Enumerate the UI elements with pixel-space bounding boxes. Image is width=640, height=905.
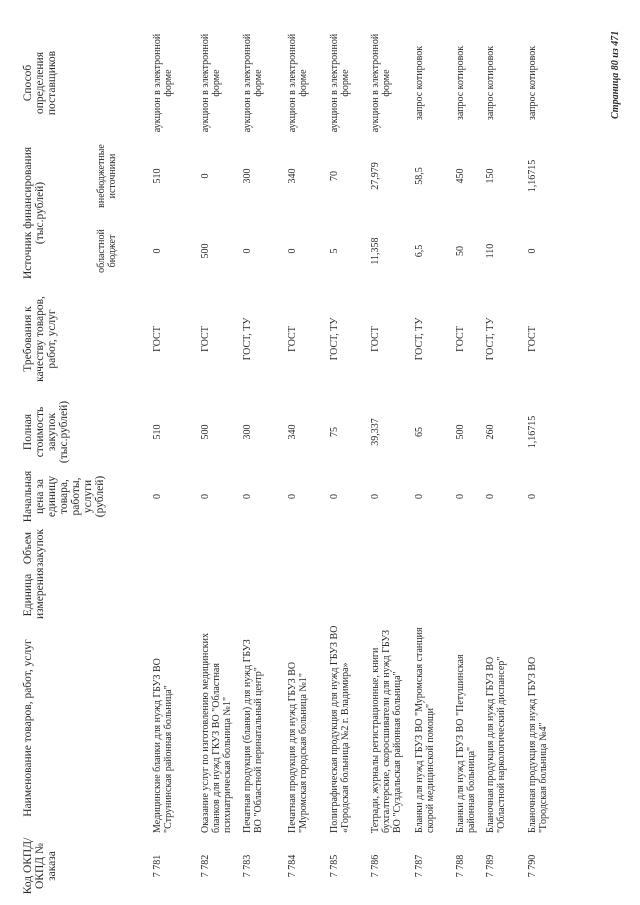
row-regional: 6,5 [414,244,425,258]
row-method: аукцион в электронной форме [200,33,222,133]
header-name: Наименование товаров, работ, услуг [22,639,34,817]
row-full-cost: 340 [287,424,298,440]
row-offbudget: 0 [200,173,211,179]
row-number: 7 784 [287,854,298,878]
header-quality: Требования к качеству товаров, работ, услуг [22,296,58,382]
row-method: аукцион в электронной форме [242,33,264,133]
row-method: аукцион в электронной форме [152,33,174,133]
row-regional: 0 [527,248,538,254]
row-full-cost: 500 [200,424,211,440]
header-offbudget: внебюджетные источники [96,144,118,208]
row-name: Бланки для нужд ГБУЗ ВО "Петушинская районная больница" [455,654,477,833]
row-name: Печатная продукция (бланки) для нужд ГБУЗ ВО "Областной перинатальный центр" [242,639,264,833]
row-offbudget: 150 [485,168,496,184]
header-method: Способ определения поставщиков [22,50,58,116]
row-number: 7 789 [485,854,496,878]
row-quality: ГОСТ [527,326,538,352]
row-start-price: 0 [485,494,496,499]
row-number: 7 785 [329,854,340,878]
page-number-note: Страница 80 из 471 [610,30,621,119]
row-full-cost: 300 [242,424,253,440]
row-number: 7 782 [200,854,211,878]
row-method: запрос котировок [485,45,496,121]
row-name: Бланочная продукция для нужд ГБУЗ ВО "Городская больница №4" [527,656,549,833]
row-offbudget: 27,979 [370,162,381,190]
row-regional: 110 [485,243,496,259]
row-offbudget: 300 [242,168,253,184]
row-quality: ГОСТ, ТУ [242,317,253,361]
row-method: аукцион в электронной форме [329,33,351,133]
row-regional: 11,358 [370,237,381,265]
row-full-cost: 500 [455,424,466,440]
row-regional: 0 [152,248,163,254]
row-full-cost: 65 [414,427,425,437]
row-number: 7 781 [152,854,163,878]
row-name: Полиграфическая продукция для нужд ГБУЗ ВО «Городская больница №2 г. Владимира» [329,625,351,833]
row-method: аукцион в электронной форме [287,33,309,133]
row-start-price: 0 [152,494,163,499]
row-number: 7 783 [242,854,253,878]
row-full-cost: 510 [152,424,163,440]
row-name: Оказание услуг по изготовлению медицинских бланков для нужд ГКУЗ ВО "Областная психиатрическая больница №1" [200,632,233,833]
row-offbudget: 450 [455,168,466,184]
header-code: Код ОКПД/ ОКПД № заказа [22,837,58,895]
row-regional: 0 [287,248,298,254]
row-quality: ГОСТ, ТУ [485,317,496,361]
row-number: 7 788 [455,854,466,878]
row-start-price: 0 [242,494,253,499]
row-offbudget: 58,5 [414,167,425,185]
row-start-price: 0 [414,494,425,499]
header-financing: Источник финансирования (тыс.рублей) [22,146,46,280]
row-start-price: 0 [329,494,340,499]
row-full-cost: 1,16715 [527,415,538,449]
row-number: 7 790 [527,854,538,878]
row-name: Печатная продукция для нужд ГБУЗ ВО "Муромская городская больница №1" [287,661,309,833]
row-regional: 5 [329,248,340,254]
row-quality: ГОСТ [152,326,163,352]
row-start-price: 0 [370,494,381,499]
header-volume: Объем закупок [22,528,46,568]
row-full-cost: 75 [329,427,340,437]
row-quality: ГОСТ [370,326,381,352]
row-name: Тетради, журналы регистрационные, книги бухгалтерские, скоросшиватели для нужд ГБУЗ ВО "Суздальская районная больница" [370,629,403,833]
row-quality: ГОСТ [287,326,298,352]
header-unit: Единица измерения [22,567,46,619]
row-offbudget: 70 [329,171,340,181]
row-method: запрос котировок [414,45,425,121]
row-quality: ГОСТ, ТУ [329,317,340,361]
row-full-cost: 260 [485,424,496,440]
row-regional: 500 [200,243,211,259]
header-start-price: Начальная цена за единицу товара, работы, услуги (рублей) [22,470,106,523]
row-start-price: 0 [200,494,211,499]
header-regional-budget: областной бюджет [96,229,118,273]
row-offbudget: 340 [287,168,298,184]
row-quality: ГОСТ [200,326,211,352]
row-number: 7 787 [414,854,425,878]
header-full-cost: Полная стоимость закупок (тыс.рублей) [22,400,70,464]
row-start-price: 0 [287,494,298,499]
row-full-cost: 39,337 [370,418,381,446]
row-method: запрос котировок [455,45,466,121]
row-offbudget: 1,16715 [527,159,538,193]
row-start-price: 0 [527,494,538,499]
row-name: Бланки для нужд ГБУЗ ВО "Муромская станция скорой медицинской помощи" [414,627,436,833]
row-quality: ГОСТ [455,326,466,352]
row-number: 7 786 [370,854,381,878]
row-offbudget: 510 [152,168,163,184]
row-method: аукцион в электронной форме [370,33,392,133]
row-name: Бланочная продукция для нужд ГБУЗ ВО "Областной наркологический диспансер" [485,656,507,833]
row-quality: ГОСТ, ТУ [414,317,425,361]
row-start-price: 0 [455,494,466,499]
row-regional: 0 [242,248,253,254]
row-name: Медицинские бланки для нужд ГБУЗ ВО "Струнинская районная больница" [152,658,174,833]
row-method: запрос котировок [527,45,538,121]
row-regional: 50 [455,246,466,256]
